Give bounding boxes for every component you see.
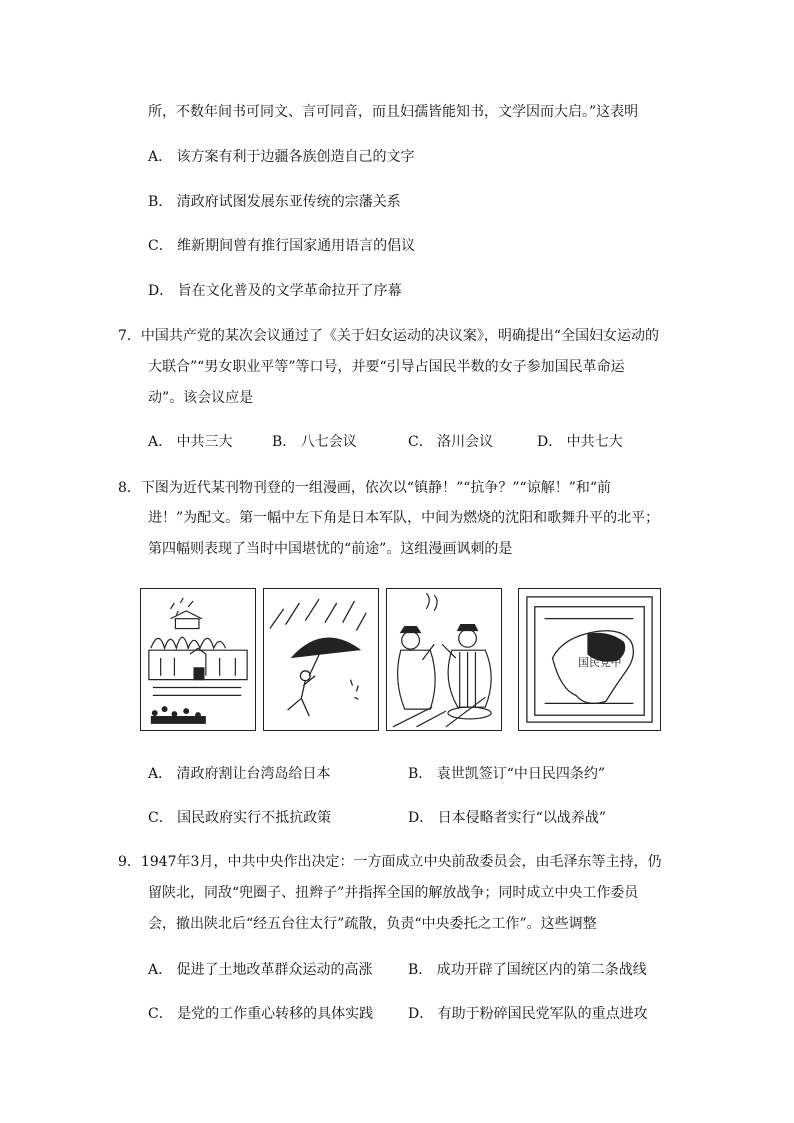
cartoon-panel-3 <box>386 588 502 731</box>
q6-option-a: A． 该方案有利于边疆各族创造自己的文字 <box>148 149 415 165</box>
q6-option-d: D． 旨在文化普及的文学革命拉开了序幕 <box>148 283 402 299</box>
q8-option-a: A． 清政府割让台湾岛给日本 <box>148 766 331 782</box>
cartoon-panel-1 <box>140 588 256 731</box>
q9-option-d: D． 有助于粉碎国民党军队的重点进攻 <box>408 1006 648 1022</box>
cartoon-panel-4 <box>518 588 661 731</box>
burning-city-illustration <box>141 589 255 730</box>
q9-option-b: B． 成功开辟了国统区内的第二条战线 <box>408 962 647 978</box>
toasting-figures-illustration <box>387 589 501 730</box>
q9-option-c: C． 是党的工作重心转移的具体实践 <box>148 1006 374 1022</box>
q8-stem-line-1: 8．下图为近代某刊物刊登的一组漫画，依次以“镇静！”“抗争？”“谅解！”和“前 <box>118 480 612 496</box>
q8-option-b: B． 袁世凯签订“中日民四条约” <box>408 766 606 782</box>
q6-option-b: B． 清政府试图发展东亚传统的宗藩关系 <box>148 194 401 210</box>
q9-option-a: A． 促进了土地改革群众运动的高涨 <box>148 962 373 978</box>
q9-stem-line-2: 留陕北，同敌“兜圈子、扭辫子”并指挥全国的解放战争；同时成立中央工作委员 <box>148 885 639 901</box>
q7-stem-line-2: 大联合”“男女职业平等”等口号，并要“引导占国民半数的女子参加国民革命运 <box>148 359 625 375</box>
q8-stem-line-2: 进！”为配文。第一幅中左下角是日本军队，中间为燃烧的沈阳和歌舞升平的北平； <box>148 510 660 526</box>
q7-option-d: D． 中共七大 <box>537 434 623 450</box>
q9-stem-line-3: 会，撤出陕北后“经五台往太行”疏散，负责“中央委托之工作”。这些调整 <box>148 916 597 932</box>
q9-stem-line-1: 9．1947年3月，中共中央作出决定：一方面成立中央前敌委员会，由毛泽东等主持，仍 <box>118 854 662 870</box>
q8-option-d: D． 日本侵略者实行“以战养战” <box>408 810 606 826</box>
cartoon-panel-2 <box>263 588 379 731</box>
china-map-illustration <box>519 589 660 730</box>
q7-stem-line-3: 动”。该会议应是 <box>148 390 254 406</box>
q8-option-c: C． 国民政府实行不抵抗政策 <box>148 810 332 826</box>
q7-option-a: A． 中共三大 <box>148 434 233 450</box>
umbrella-man-illustration <box>264 589 378 730</box>
q7-stem-line-1: 7．中国共产党的某次会议通过了《关于妇女运动的决议案》，明确提出“全国妇女运动的 <box>118 328 660 344</box>
q7-option-b: B． 八七会议 <box>272 434 357 450</box>
q6-stem-continuation: 所，不数年间书可同文、言可同音，而且妇孺皆能知书，文学因而大启。”这表明 <box>148 104 639 120</box>
q8-stem-line-3: 第四幅则表现了当时中国堪忧的“前途”。这组漫画讽刺的是 <box>148 541 513 557</box>
q6-option-c: C． 维新期间曾有推行国家通用语言的倡议 <box>148 238 416 254</box>
q7-option-c: C． 洛川会议 <box>408 434 494 450</box>
map-caption: 国民党中 <box>578 655 622 669</box>
